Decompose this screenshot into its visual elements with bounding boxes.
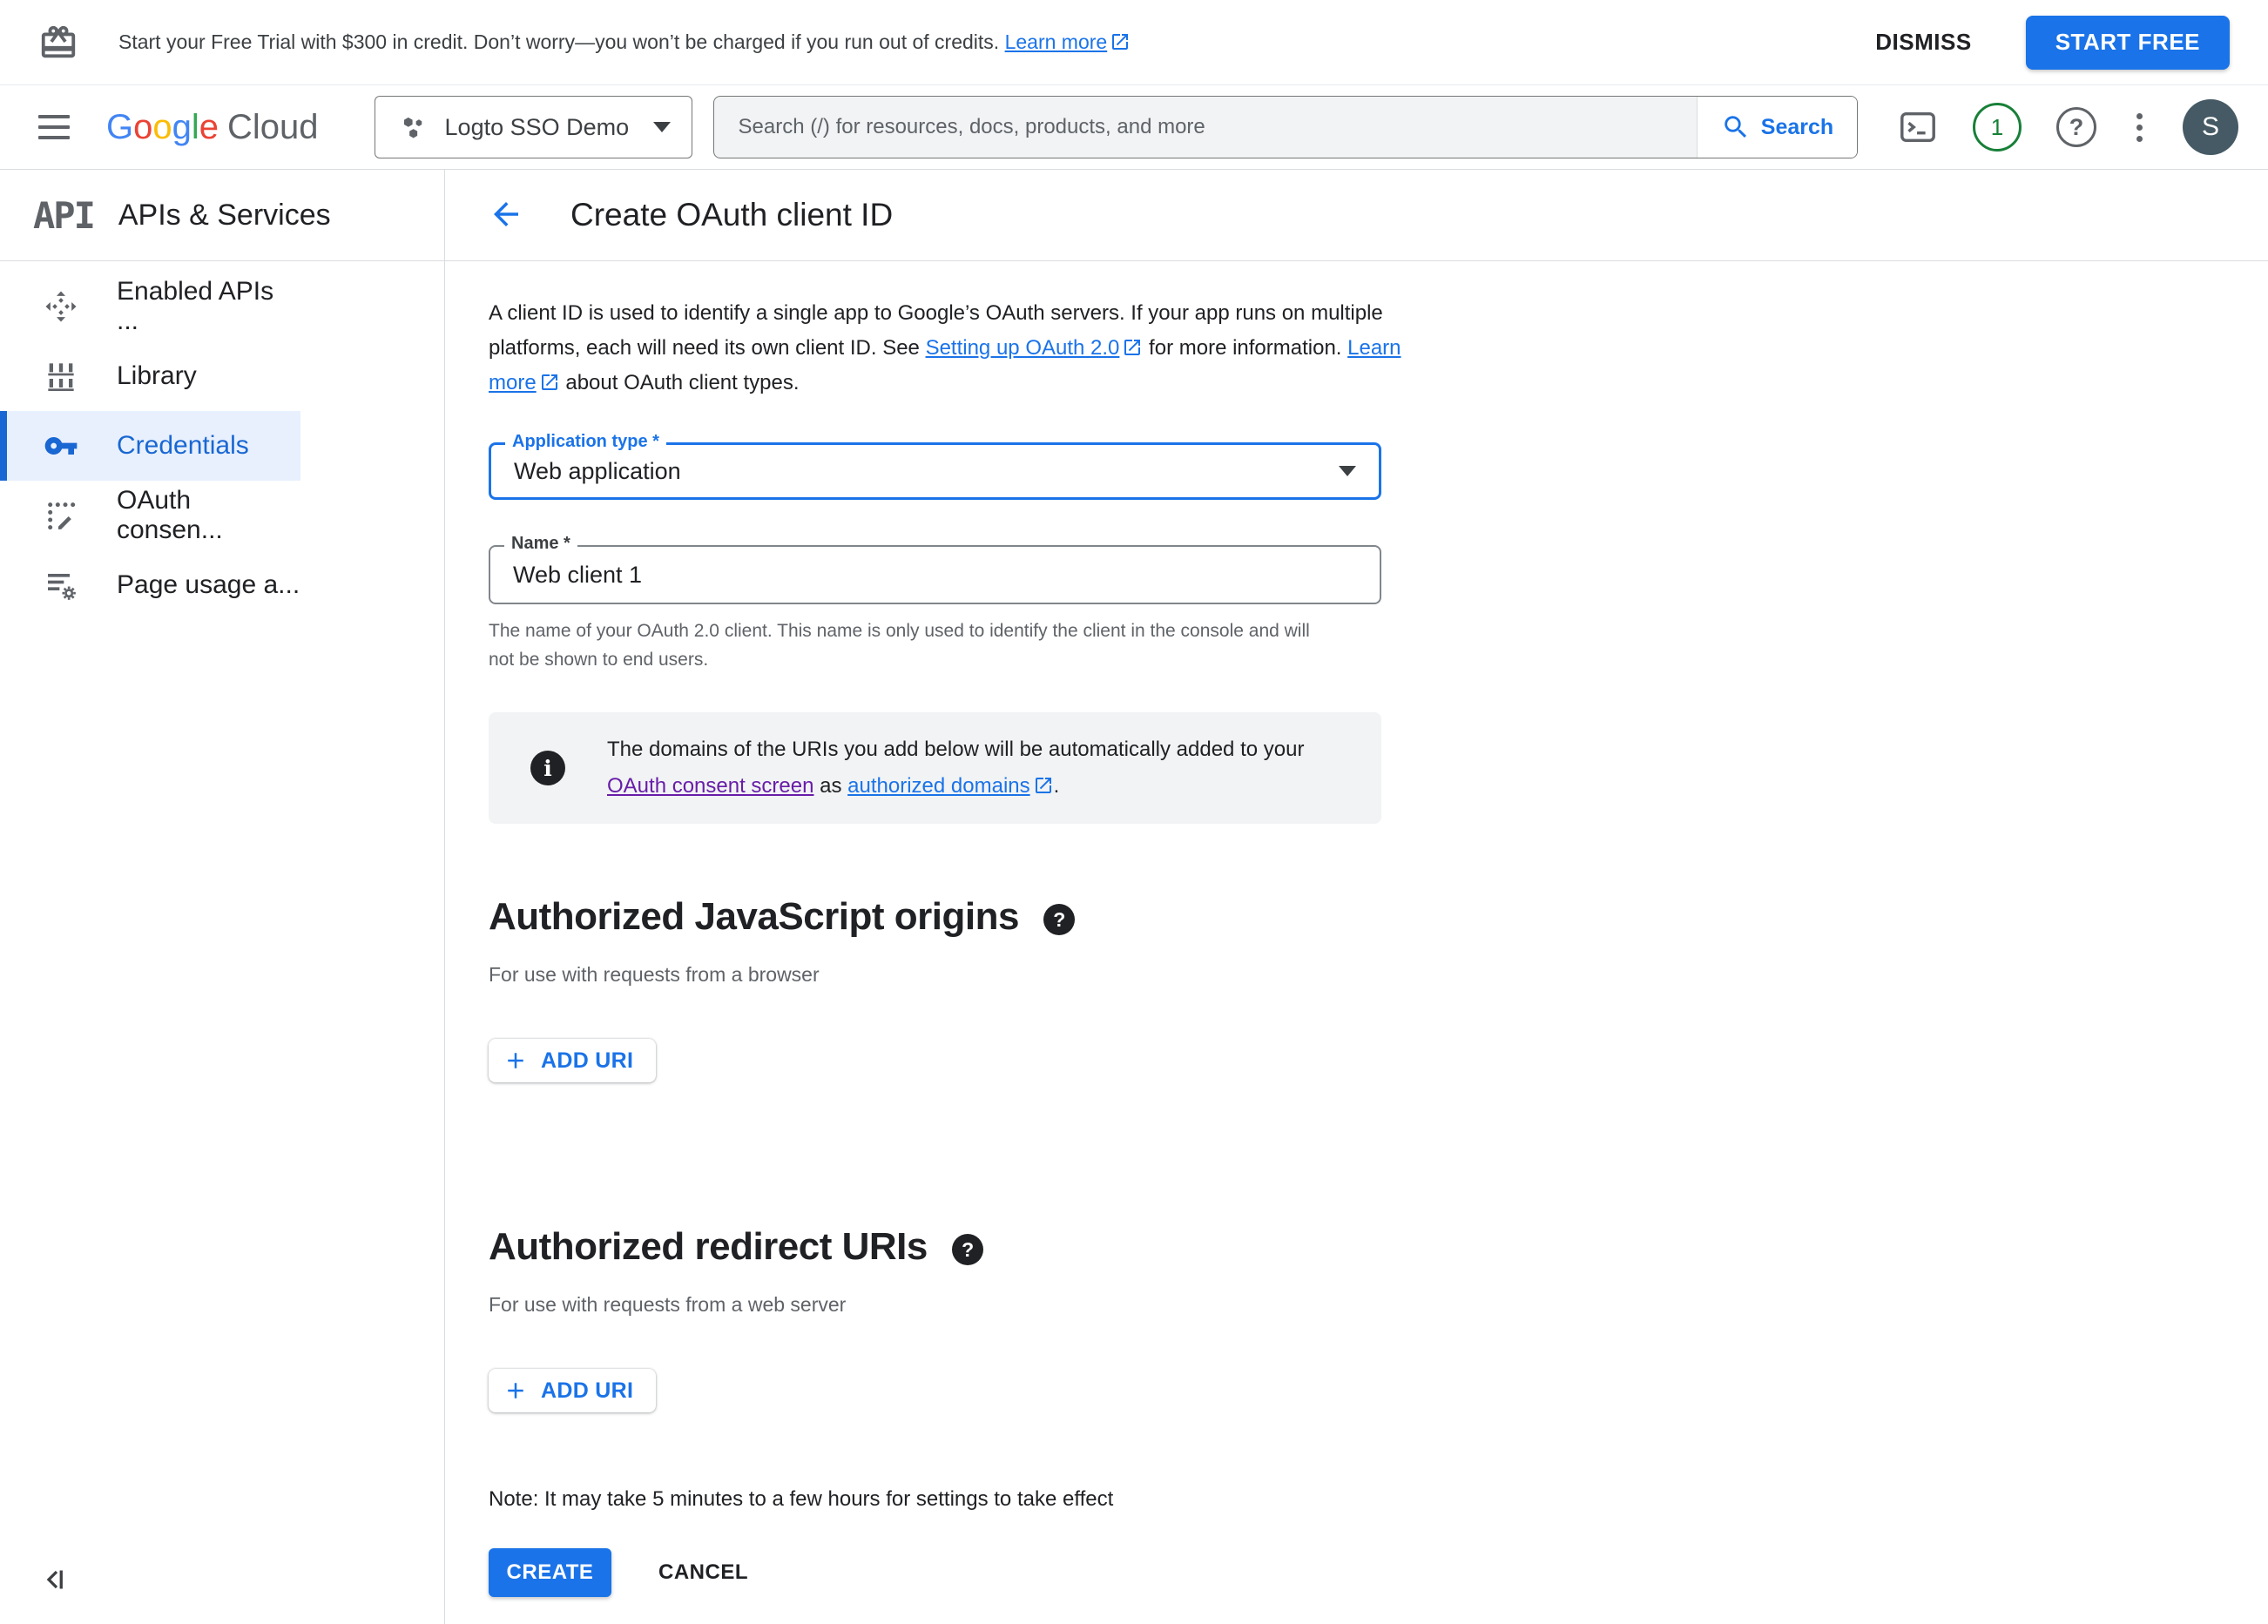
application-type-select[interactable]: [489, 432, 1381, 500]
sidebar-item-library[interactable]: [0, 341, 300, 411]
learn-more-link[interactable]: Learn more: [489, 336, 1401, 394]
library-icon: [44, 359, 78, 394]
create-button[interactable]: CREATE: [489, 1548, 611, 1597]
chevron-down-icon: [653, 122, 671, 132]
external-link-icon: [1110, 31, 1131, 52]
project-hexagons-icon: [396, 111, 428, 143]
info-box-text: The domains of the URIs you add below will be automatically added to your OAuth consent screen as authorized domains .: [607, 738, 1305, 798]
avatar[interactable]: S: [2183, 99, 2238, 155]
info-box: [489, 712, 1381, 824]
cloud-shell-icon[interactable]: [1898, 107, 1938, 147]
cloud-wordmark: Cloud: [227, 107, 319, 146]
google-cloud-logo[interactable]: [106, 108, 319, 147]
sidebar-item-label: Library: [117, 361, 197, 390]
dismiss-button[interactable]: DISMISS: [1863, 20, 1983, 64]
search-input[interactable]: [714, 97, 1697, 158]
sidebar-item-label: Enabled APIs ...: [117, 277, 274, 335]
collapse-sidebar-button[interactable]: [37, 1563, 71, 1598]
api-logo: API: [33, 193, 94, 237]
application-type-label: Application type *: [505, 432, 666, 452]
menu-icon[interactable]: [38, 115, 70, 139]
plus-icon: [503, 1048, 529, 1074]
info-icon: i: [530, 751, 565, 785]
plus-icon: [503, 1378, 529, 1404]
external-link-icon: [1122, 337, 1143, 358]
navbar-icon-cluster: [1898, 99, 2238, 155]
external-link-icon: [1033, 775, 1054, 796]
main-panel: [445, 170, 2268, 1624]
setting-up-oauth-link[interactable]: Setting up OAuth 2.0: [926, 336, 1144, 360]
google-wordmark: Google: [106, 107, 219, 146]
back-button[interactable]: [487, 196, 525, 234]
sidebar-header: [0, 170, 444, 261]
sidebar-item-credentials[interactable]: [0, 411, 300, 481]
dropdown-arrow-icon: [1339, 466, 1356, 476]
name-label: Name *: [504, 534, 577, 554]
sidebar-item-label: Page usage a...: [117, 570, 300, 599]
page-title: Create OAuth client ID: [570, 197, 894, 232]
project-name: Logto SSO Demo: [444, 113, 630, 140]
project-selector[interactable]: [375, 96, 692, 158]
sidebar-nav: [0, 261, 444, 620]
sidebar-item-label: OAuth consen...: [117, 486, 223, 544]
trial-banner-message: Start your Free Trial with $300 in credit. Don’t worry—you won’t be charged if you run out of credits. Learn more: [118, 30, 1131, 54]
trial-banner: [0, 0, 2268, 85]
application-type-value: Web application: [514, 457, 681, 484]
intro-text: A client ID is used to identify a single app to Google’s OAuth servers. If your app runs on multiple platforms, each will need its own client ID. See Setting up OAuth 2.0 for more information. Learn more about OAuth client types.: [489, 301, 1401, 394]
more-vert-icon[interactable]: [2131, 108, 2148, 147]
sidebar-item-oauth-consent[interactable]: [0, 481, 300, 550]
oauth-consent-icon: [44, 498, 78, 533]
add-uri-origins-button[interactable]: ADD URI: [489, 1039, 656, 1082]
collapse-sidebar-icon: [38, 1564, 70, 1595]
sidebar-item-page-usage[interactable]: [0, 550, 300, 620]
sidebar-item-enabled-apis[interactable]: [0, 272, 300, 341]
authorized-domains-link[interactable]: authorized domains: [847, 774, 1053, 798]
help-icon[interactable]: ?: [2056, 107, 2096, 147]
sidebar-item-label: Credentials: [117, 431, 249, 460]
top-navbar: [0, 85, 2268, 170]
redirect-uris-heading: Authorized redirect URIs ?: [489, 1225, 2268, 1269]
help-icon[interactable]: ?: [1043, 904, 1075, 935]
page-usage-icon: [44, 568, 78, 603]
back-arrow-icon: [488, 196, 524, 232]
sidebar-title: APIs & Services: [118, 198, 331, 232]
enabled-apis-icon: [44, 289, 78, 324]
oauth-consent-screen-link[interactable]: OAuth consent screen: [607, 774, 814, 798]
start-free-button[interactable]: START FREE: [2026, 16, 2230, 70]
js-origins-heading: Authorized JavaScript origins ?: [489, 895, 2268, 939]
key-icon: [44, 428, 78, 463]
settings-note: Note: It may take 5 minutes to a few hours for settings to take effect: [489, 1487, 1114, 1511]
redirect-uris-subtext: For use with requests from a web server: [489, 1293, 847, 1316]
search-button[interactable]: Search: [1697, 97, 1857, 158]
name-field: [489, 534, 1381, 604]
cancel-button[interactable]: CANCEL: [653, 1552, 753, 1594]
name-helper-text: The name of your OAuth 2.0 client. This name is only used to identify the client in the console and will not be shown to end users.: [489, 621, 1310, 670]
form-actions: [489, 1548, 2268, 1597]
js-origins-subtext: For use with requests from a browser: [489, 963, 820, 986]
add-uri-redirects-button[interactable]: ADD URI: [489, 1369, 656, 1412]
name-input[interactable]: [513, 562, 1357, 589]
notification-badge[interactable]: 1: [1973, 103, 2022, 152]
external-link-icon: [539, 372, 560, 393]
search-bar: [713, 96, 1858, 158]
search-icon: [1721, 112, 1751, 142]
page-header: [445, 170, 2268, 261]
banner-learn-more-link[interactable]: Learn more: [1005, 30, 1131, 53]
help-icon[interactable]: ?: [952, 1234, 983, 1265]
sidebar: [0, 170, 445, 1624]
gift-icon: [38, 23, 78, 63]
